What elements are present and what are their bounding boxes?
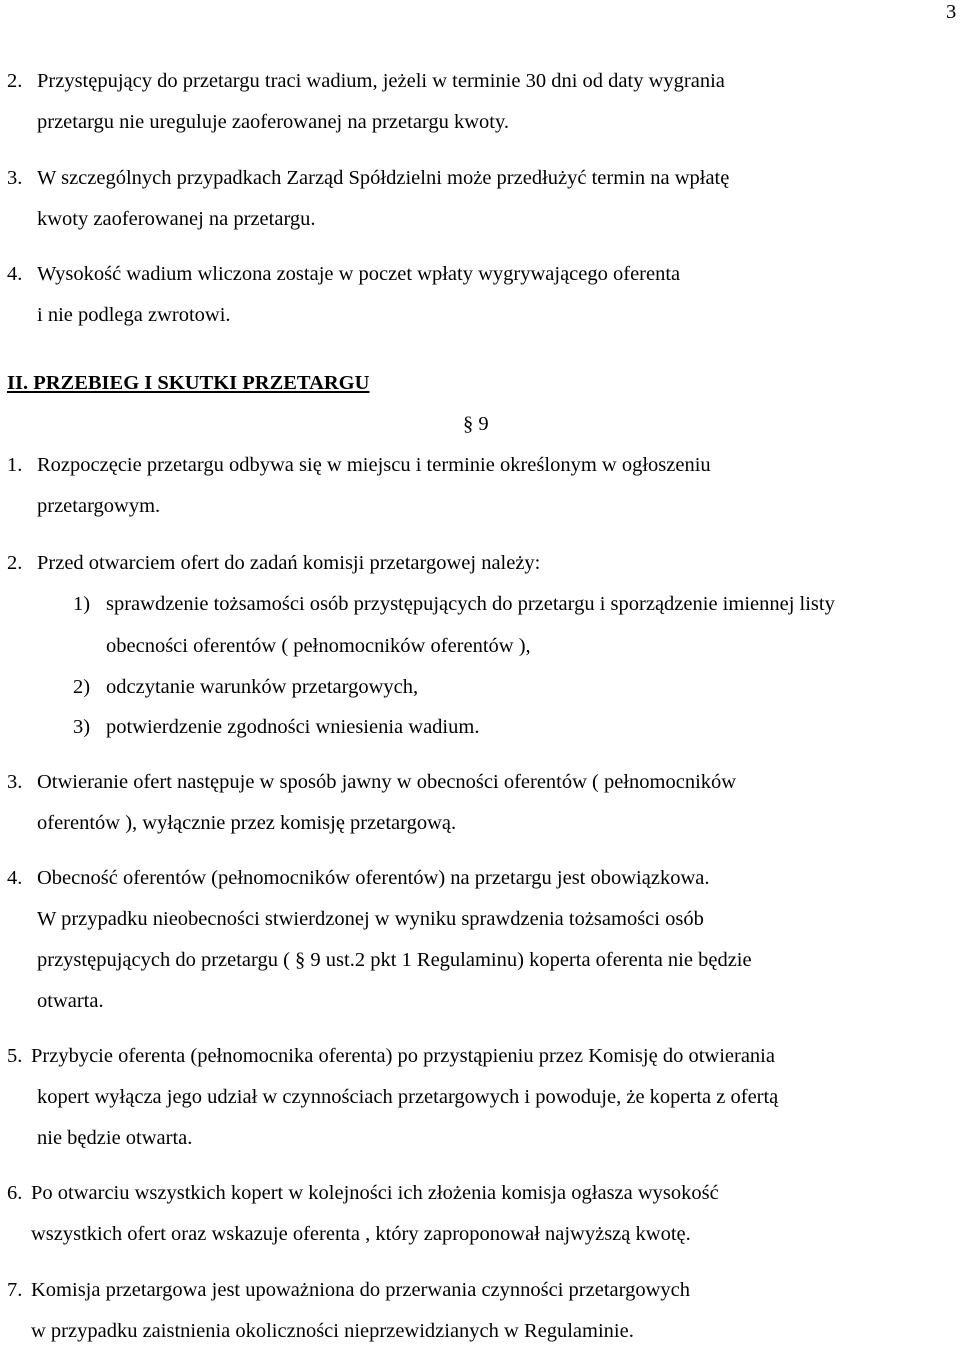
item-number: 3. xyxy=(7,771,23,793)
item-text-line: nie będzie otwarta. xyxy=(37,1127,193,1149)
item-number: 6. xyxy=(7,1182,23,1204)
item-number: 4. xyxy=(7,867,23,889)
item-text-line: i nie podlega zwrotowi. xyxy=(37,304,231,326)
item-number: 3. xyxy=(7,167,23,189)
item-text-line: oferentów ), wyłącznie przez komisję przetargową. xyxy=(37,812,457,834)
subitem-number: 3) xyxy=(73,716,91,738)
item-text-line: Przybycie oferenta (pełnomocnika oferenta) po przystąpieniu przez Komisję do otwierania xyxy=(31,1045,775,1067)
item-number: 2. xyxy=(7,70,23,92)
subitem-text-line: obecności oferentów ( pełnomocników oferentów ), xyxy=(106,635,531,657)
item-text-line: W szczególnych przypadkach Zarząd Spółdzielni może przedłużyć termin na wpłatę xyxy=(37,167,730,189)
item-number: 4. xyxy=(7,263,23,285)
subitem-text-line: odczytanie warunków przetargowych, xyxy=(106,676,419,698)
item-text-line: Komisja przetargowa jest upoważniona do przerwania czynności przetargowych xyxy=(31,1279,690,1301)
subitem-number: 1) xyxy=(73,593,91,615)
item-text-line: kwoty zaoferowanej na przetargu. xyxy=(37,208,316,230)
item-number: 7. xyxy=(7,1279,23,1301)
paragraph-mark: § 9 xyxy=(463,413,489,435)
item-text-line: w przypadku zaistnienia okoliczności nieprzewidzianych w Regulaminie. xyxy=(31,1320,634,1342)
subitem-text-line: sprawdzenie tożsamości osób przystępujących do przetargu i sporządzenie imiennej listy xyxy=(106,593,835,615)
item-number: 1. xyxy=(7,454,23,476)
item-text-line: wszystkich ofert oraz wskazuje oferenta , który zaproponował najwyższą kwotę. xyxy=(31,1223,691,1245)
item-text-line: Rozpoczęcie przetargu odbywa się w miejscu i terminie określonym w ogłoszeniu xyxy=(37,454,711,476)
item-text-line: przystępujących do przetargu ( § 9 ust.2 pkt 1 Regulaminu) koperta oferenta nie będzie xyxy=(37,949,752,971)
item-text-line: przetargu nie ureguluje zaoferowanej na przetargu kwoty. xyxy=(37,111,510,133)
item-text-line: Przystępujący do przetargu traci wadium, jeżeli w terminie 30 dni od daty wygrania xyxy=(37,70,725,92)
item-text-line: Obecność oferentów (pełnomocników oferentów) na przetargu jest obowiązkowa. xyxy=(37,867,710,889)
section-heading: II. PRZEBIEG I SKUTKI PRZETARGU xyxy=(7,372,370,394)
item-text-line: Po otwarciu wszystkich kopert w kolejności ich złożenia komisja ogłasza wysokość xyxy=(31,1182,719,1204)
item-text-line: Przed otwarciem ofert do zadań komisji przetargowej należy: xyxy=(37,552,541,574)
item-text-line: przetargowym. xyxy=(37,495,161,517)
page-number: 3 xyxy=(946,1,957,23)
subitem-text-line: potwierdzenie zgodności wniesienia wadium. xyxy=(106,716,480,738)
subitem-number: 2) xyxy=(73,676,91,698)
item-text-line: Otwieranie ofert następuje w sposób jawny w obecności oferentów ( pełnomocników xyxy=(37,771,737,793)
item-text-line: Wysokość wadium wliczona zostaje w poczet wpłaty wygrywającego oferenta xyxy=(37,263,681,285)
item-text-line: W przypadku nieobecności stwierdzonej w wyniku sprawdzenia tożsamości osób xyxy=(37,908,704,930)
item-number: 2. xyxy=(7,552,23,574)
item-text-line: otwarta. xyxy=(37,990,104,1012)
item-number: 5. xyxy=(7,1045,23,1067)
item-text-line: kopert wyłącza jego udział w czynnościach przetargowych i powoduje, że koperta z ofertą xyxy=(37,1086,779,1108)
